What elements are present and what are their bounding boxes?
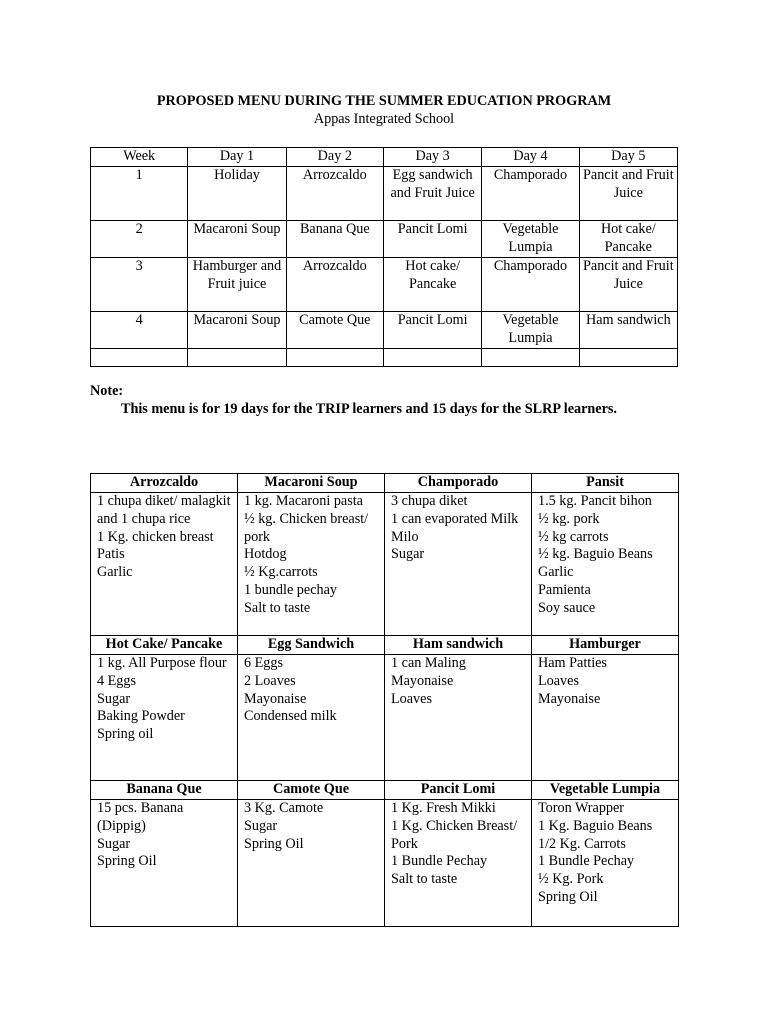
ingredient-item: 1/2 Kg. Carrots	[538, 835, 626, 852]
ingredient-item: 1 kg. Macaroni pasta	[244, 493, 363, 509]
ingredient-item: Hotdog	[244, 546, 287, 563]
ingredient-item: ½ kg. Chicken breast/ pork	[244, 510, 369, 545]
ingredient-item: 1 Kg. chicken breast	[97, 528, 214, 545]
menu-cell: Champorado	[482, 166, 579, 220]
ingredient-list	[91, 655, 238, 781]
ingredient-item: Milo	[391, 528, 419, 545]
weekly-menu-table	[90, 147, 678, 367]
ingredient-item: Sugar	[97, 835, 131, 852]
menu-cell: Pancit and Fruit Juice	[579, 257, 677, 311]
ingredient-item: Salt to taste	[244, 599, 311, 616]
table-row	[91, 311, 678, 348]
ingredient-list	[532, 800, 679, 927]
ingredient-item: Garlic	[97, 564, 133, 581]
recipe-ingredients-row	[91, 800, 679, 927]
menu-cell: Camote Que	[286, 311, 383, 348]
ingredient-item: Garlic	[538, 564, 574, 581]
recipe-name-row	[91, 636, 679, 655]
column-header: Day 4	[482, 148, 579, 167]
column-header: Day 5	[579, 148, 677, 167]
ingredient-item: Salt to taste	[391, 871, 458, 888]
empty-cell	[91, 348, 188, 366]
recipe-name: Hot Cake/ Pancake	[91, 636, 238, 655]
ingredient-item: Spring Oil	[244, 835, 304, 852]
ingredient-item: 4 Eggs	[97, 672, 137, 689]
note-label: Note:	[90, 383, 124, 399]
ingredient-item: Patis	[97, 546, 125, 563]
menu-cell: Champorado	[482, 257, 579, 311]
ingredient-item: 1 Bundle Pechay	[538, 853, 635, 870]
column-header: Day 3	[383, 148, 481, 167]
column-header: Day 2	[286, 148, 383, 167]
menu-cell: Pancit Lomi	[383, 311, 481, 348]
recipe-name: Hamburger	[532, 636, 679, 655]
ingredient-item: Toron Wrapper	[538, 800, 625, 816]
ingredient-item: Condensed milk	[244, 708, 337, 725]
menu-cell: Arrozcaldo	[286, 257, 383, 311]
school-name: Appas Integrated School	[313, 111, 455, 127]
menu-cell: Holiday	[188, 166, 286, 220]
ingredient-item: 1 Kg. Baguio Beans	[538, 817, 653, 834]
column-header: Week	[91, 148, 188, 167]
ingredient-list	[238, 655, 385, 781]
ingredient-item: Loaves	[391, 690, 432, 707]
menu-cell: Ham sandwich	[579, 311, 677, 348]
menu-cell: Hamburger and Fruit juice	[188, 257, 286, 311]
recipe-name: Egg Sandwich	[238, 636, 385, 655]
ingredient-item: Soy sauce	[538, 599, 596, 616]
ingredient-list	[385, 655, 532, 781]
table-row	[91, 257, 678, 311]
recipe-ingredients-table	[90, 473, 679, 927]
menu-cell: Banana Que	[286, 220, 383, 257]
schedule-header-row	[91, 148, 678, 167]
ingredient-item: Ham Patties	[538, 655, 607, 671]
ingredient-list	[532, 493, 679, 636]
recipe-name: Banana Que	[91, 781, 238, 800]
table-row	[91, 220, 678, 257]
ingredient-item: Loaves	[538, 672, 579, 689]
ingredient-item: ½ Kg. Pork	[538, 871, 604, 888]
ingredient-list	[532, 655, 679, 781]
ingredient-list	[91, 493, 238, 636]
ingredient-item: Mayonaise	[244, 690, 307, 707]
ingredient-item: Sugar	[97, 690, 131, 707]
ingredient-item: Pamienta	[538, 581, 591, 598]
ingredient-item: 15 pcs. Banana (Dippig)	[97, 800, 184, 834]
ingredient-item: ½ kg carrots	[538, 528, 609, 545]
menu-cell: Macaroni Soup	[188, 311, 286, 348]
ingredient-item: 1.5 kg. Pancit bihon	[538, 493, 652, 509]
ingredient-item: 6 Eggs	[244, 655, 284, 671]
ingredient-item: 1 can Maling	[391, 655, 466, 671]
ingredient-item: 1 chupa diket/ malagkit and 1 chupa rice	[97, 493, 231, 527]
recipe-name-row	[91, 474, 679, 493]
ingredient-list	[385, 493, 532, 636]
menu-cell: Pancit Lomi	[383, 220, 481, 257]
table-row	[91, 166, 678, 220]
ingredient-item: 1 Bundle Pechay	[391, 853, 488, 870]
menu-cell: Hot cake/ Pancake	[383, 257, 481, 311]
ingredient-item: Spring Oil	[538, 888, 598, 905]
menu-cell: Egg sandwich and Fruit Juice	[383, 166, 481, 220]
ingredient-list	[91, 800, 238, 927]
week-cell: 1	[91, 166, 188, 220]
menu-cell: Pancit and Fruit Juice	[579, 166, 677, 220]
menu-cell: Macaroni Soup	[188, 220, 286, 257]
ingredient-item: Spring Oil	[97, 853, 157, 870]
ingredient-item: 2 Loaves	[244, 672, 296, 689]
menu-cell: Vegetable Lumpia	[482, 311, 579, 348]
menu-cell: Arrozcaldo	[286, 166, 383, 220]
ingredient-item: Sugar	[244, 817, 278, 834]
column-header: Day 1	[188, 148, 286, 167]
ingredient-item: Mayonaise	[391, 672, 454, 689]
ingredient-item: 1 Kg. Chicken Breast/ Pork	[391, 817, 518, 852]
ingredient-item: ½ kg. Baguio Beans	[538, 546, 653, 563]
recipe-name: Camote Que	[238, 781, 385, 800]
empty-cell	[482, 348, 579, 366]
ingredient-item: Spring oil	[97, 726, 154, 743]
menu-cell: Vegetable Lumpia	[482, 220, 579, 257]
recipe-name: Arrozcaldo	[91, 474, 238, 493]
recipe-name: Pansit	[532, 474, 679, 493]
week-cell: 2	[91, 220, 188, 257]
ingredient-item: 3 Kg. Camote	[244, 800, 324, 816]
empty-cell	[286, 348, 383, 366]
table-row	[91, 348, 678, 366]
recipe-ingredients-row	[91, 493, 679, 636]
ingredient-item: ½ Kg.carrots	[244, 564, 318, 581]
ingredient-item: Mayonaise	[538, 690, 601, 707]
ingredient-item: 1 bundle pechay	[244, 581, 337, 598]
recipe-name: Champorado	[385, 474, 532, 493]
ingredient-item: 1 kg. All Purpose flour	[97, 655, 227, 671]
recipe-ingredients-row	[91, 655, 679, 781]
ingredient-item: Sugar	[391, 546, 425, 563]
document-title: PROPOSED MENU DURING THE SUMMER EDUCATION PROGRAM	[156, 93, 612, 109]
ingredient-item: 1 can evaporated Milk	[391, 510, 519, 527]
week-cell: 4	[91, 311, 188, 348]
ingredient-list	[385, 800, 532, 927]
note-text: This menu is for 19 days for the TRIP learners and 15 days for the SLRP learners.	[121, 401, 617, 417]
ingredient-item: 1 Kg. Fresh Mikki	[391, 800, 496, 816]
ingredient-list	[238, 800, 385, 927]
recipe-name: Macaroni Soup	[238, 474, 385, 493]
recipe-name-row	[91, 781, 679, 800]
recipe-name: Ham sandwich	[385, 636, 532, 655]
empty-cell	[383, 348, 481, 366]
ingredient-item: Baking Powder	[97, 708, 185, 725]
ingredient-item: ½ kg. pork	[538, 510, 600, 527]
week-cell: 3	[91, 257, 188, 311]
empty-cell	[188, 348, 286, 366]
empty-cell	[579, 348, 677, 366]
menu-cell: Hot cake/ Pancake	[579, 220, 677, 257]
recipe-name: Pancit Lomi	[385, 781, 532, 800]
ingredient-list	[238, 493, 385, 636]
ingredient-item: 3 chupa diket	[391, 493, 468, 509]
recipe-name: Vegetable Lumpia	[532, 781, 679, 800]
